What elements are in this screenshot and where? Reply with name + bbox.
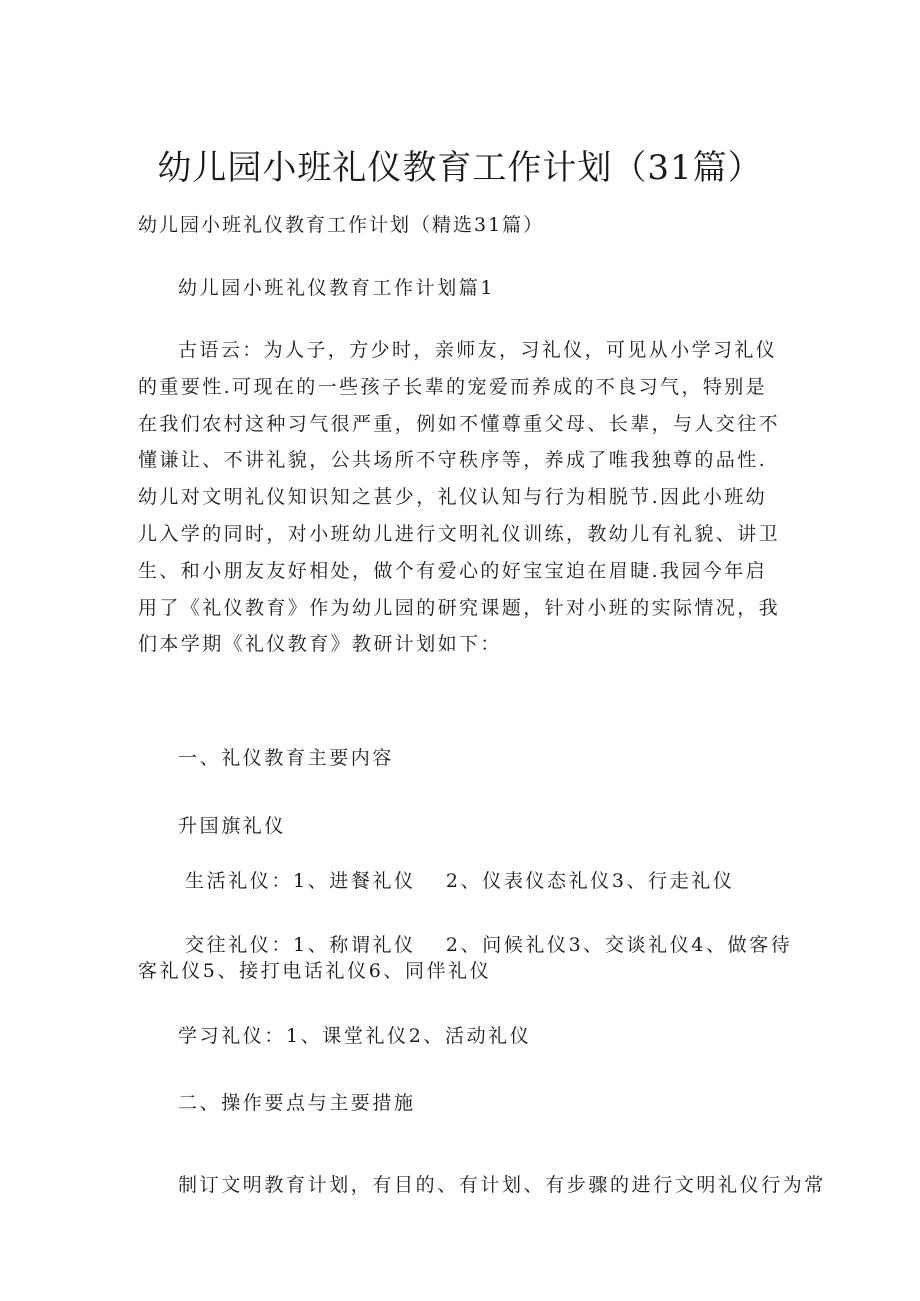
section-heading: 幼儿园小班礼仪教育工作计划篇1	[178, 277, 496, 299]
intro-paragraph: 古语云：为人子，方少时，亲师友，习礼仪，可见从小学习礼仪的重要性.可现在的一些孩子长辈的宠爱而养成的不良习气，特别是在我们农村这种习气很严重，例如不懂尊重父母、长辈，与人交往不懂谦让、不讲礼貌，公共场所不守秩序等，养成了唯我独尊的品性.幼儿对文明礼仪知识知之甚少，礼仪认知与行为相脱节.因此小班幼儿入学的同时，对小班幼儿进行文明礼仪训练，教幼儿有礼貌、讲卫生、和小朋友友好相处，做个有爱心的好宝宝迫在眉睫.我园今年启用了《礼仪教育》作为幼儿园的研究课题，针对小班的实际情况，我们本学期《礼仪教育》教研计划如下：	[138, 339, 781, 656]
document-subtitle: 幼儿园小班礼仪教育工作计划（精选31篇）	[138, 214, 545, 236]
heading-main-content: 一、礼仪教育主要内容	[178, 747, 395, 769]
list-item-social-etiquette-line1: 交往礼仪：1、称谓礼仪 2、问候礼仪3、交谈礼仪4、做客待	[185, 934, 793, 956]
list-item-life-etiquette: 生活礼仪：1、进餐礼仪 2、仪表仪态礼仪3、行走礼仪	[185, 870, 735, 892]
heading-operation-measures: 二、操作要点与主要措施	[178, 1092, 416, 1114]
document-title: 幼儿园小班礼仪教育工作计划（31篇）	[157, 148, 763, 188]
list-item-flag-etiquette: 升国旗礼仪	[178, 815, 287, 837]
list-item-study-etiquette: 学习礼仪：1、课堂礼仪2、活动礼仪	[178, 1025, 532, 1047]
list-item-social-etiquette-line2: 客礼仪5、接打电话礼仪6、同伴礼仪	[138, 960, 492, 982]
paragraph-plan: 制订文明教育计划，有目的、有计划、有步骤的进行文明礼仪行为常	[178, 1174, 827, 1196]
